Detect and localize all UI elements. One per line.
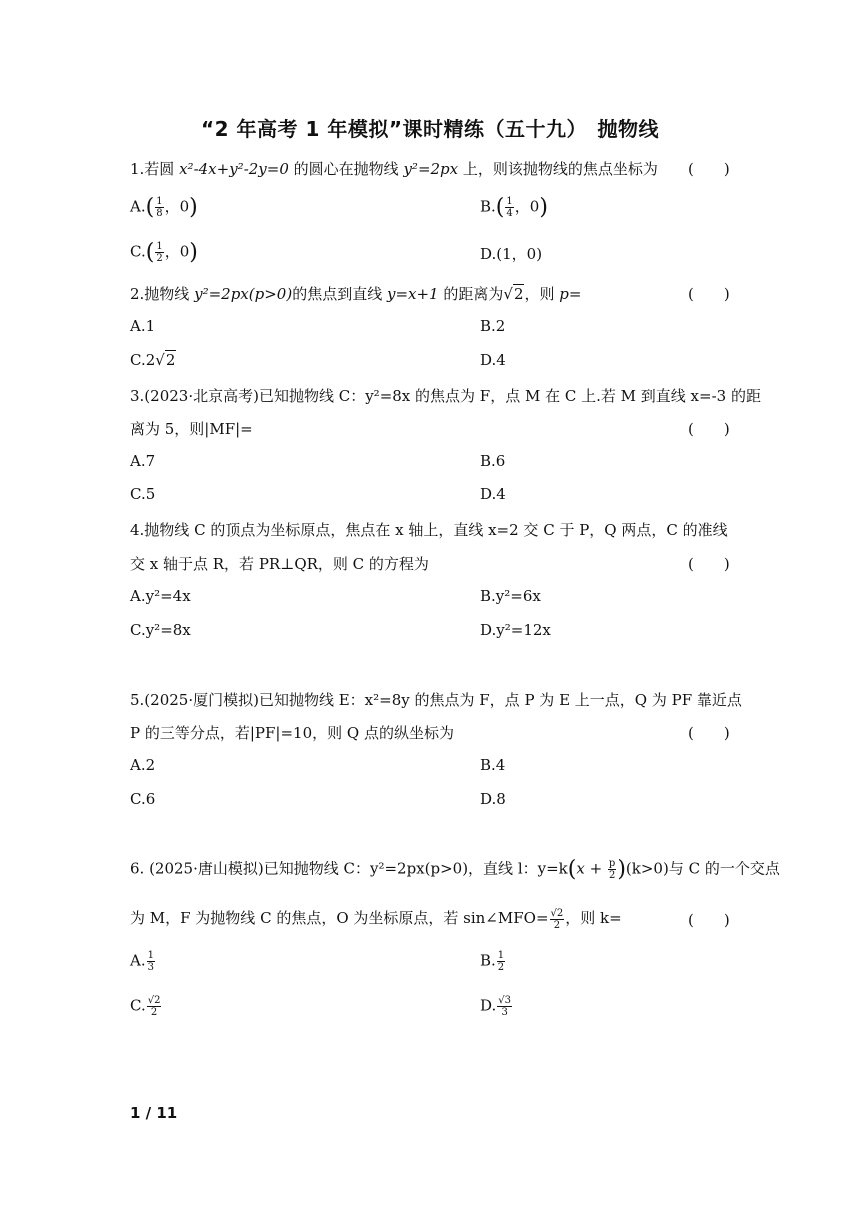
right-paren: ) [189, 240, 198, 265]
numerator: 1 [497, 950, 505, 961]
q2-option-b[interactable]: B.2 [480, 317, 506, 335]
answer-paren-3: ( ) [688, 420, 730, 438]
q2-equals: = [568, 285, 582, 303]
sqrt-symbol: √ [503, 285, 513, 303]
question-6-line-2 [130, 907, 622, 931]
numerator: 1 [147, 950, 154, 961]
q1-option-d[interactable]: D.(1，0) [480, 245, 543, 263]
q6-option-c[interactable] [130, 995, 162, 1018]
right-paren: ) [539, 195, 548, 220]
option-rest: ，0 [164, 197, 190, 216]
q1-option-c[interactable] [130, 240, 198, 265]
answer-paren-6: ( ) [688, 911, 730, 929]
q2-line-equation: y=x+1 [386, 285, 439, 303]
q1-circle-equation: x²-4x+y²-2y=0 [179, 160, 289, 178]
question-5-line-2: P 的三等分点，若|PF|=10，则 Q 点的纵坐标为 [130, 724, 454, 742]
q1-option-a[interactable] [130, 195, 198, 220]
page-title: “2 年高考 1 年模拟”课时精练（五十九） 抛物线 [200, 117, 659, 141]
denominator: 2 [608, 870, 616, 881]
numerator: √3 [498, 995, 511, 1006]
question-2-stem [130, 283, 581, 304]
question-3-line-1: 3.(2023·北京高考)已知抛物线 C：y²=8x 的焦点为 F，点 M 在 C 上.若 M 到直线 x=-3 的距 [130, 387, 761, 405]
q6-option-b[interactable] [480, 950, 506, 973]
q2-text: 2.抛物线 [130, 285, 195, 303]
answer-paren-5: ( ) [688, 724, 730, 742]
numerator: 1 [156, 196, 163, 207]
question-4-line-1: 4.抛物线 C 的顶点为坐标原点，焦点在 x 轴上，直线 x=2 交 C 于 P，Q 两点，C 的准线 [130, 521, 728, 539]
denominator: 2 [553, 919, 561, 931]
q6-text-line2: 为 M，F 为抛物线 C 的焦点，O 为坐标原点，若 sin∠MFO= [130, 909, 549, 927]
q6-inner-expr: x + [576, 859, 607, 878]
q4-option-b[interactable]: B.y²=6x [480, 587, 541, 605]
left-paren: ( [495, 195, 505, 220]
answer-paren-1: ( ) [688, 160, 730, 178]
q3-option-d[interactable]: D.4 [480, 485, 506, 503]
q6-option-d[interactable] [480, 995, 513, 1018]
numerator: √2 [550, 907, 564, 919]
q5-option-d[interactable]: D.8 [480, 790, 506, 808]
q5-option-c[interactable]: C.6 [130, 790, 156, 808]
question-1-stem [130, 158, 658, 179]
denominator: 2 [497, 962, 505, 973]
right-paren: ) [617, 857, 626, 882]
q4-option-c[interactable]: C.y²=8x [130, 621, 191, 639]
q6-text-suffix: (k>0)与 C 的一个交点 [625, 859, 780, 878]
q2-text-mid2: 的距离为 [438, 285, 504, 303]
q1-option-b[interactable] [480, 195, 548, 220]
q2-text-mid: 的焦点到直线 [292, 285, 387, 303]
q3-option-c[interactable]: C.5 [130, 485, 156, 503]
option-rest: ，0 [164, 242, 190, 261]
fraction [550, 908, 565, 931]
denominator: 2 [156, 253, 163, 264]
q3-option-b[interactable]: B.6 [480, 452, 506, 470]
q2-text-suffix: ，则 [524, 285, 560, 303]
question-5-line-1: 5.(2025·厦门模拟)已知抛物线 E：x²=8y 的焦点为 F，点 P 为 E 上一点，Q 为 PF 靠近点 [130, 691, 742, 709]
question-4-line-2: 交 x 轴于点 R，若 PR⊥QR，则 C 的方程为 [130, 555, 429, 573]
q2-variable: p [559, 285, 569, 303]
left-paren: ( [567, 857, 577, 882]
answer-paren-4: ( ) [688, 555, 730, 573]
q6-option-a[interactable] [130, 950, 156, 973]
numerator: 1 [156, 241, 163, 252]
question-3-line-2: 离为 5，则|MF|= [130, 420, 253, 438]
fraction [155, 196, 163, 219]
fraction [147, 995, 162, 1018]
option-label: C. [130, 996, 146, 1015]
option-label: B. [480, 951, 496, 970]
sqrt-value: 2 [513, 285, 524, 303]
option-label: C. [130, 242, 146, 261]
q2-option-a[interactable]: A.1 [130, 317, 156, 335]
q4-option-a[interactable]: A.y²=4x [130, 587, 191, 605]
q4-option-d[interactable]: D.y²=12x [480, 621, 551, 639]
q2-option-d[interactable]: D.4 [480, 351, 506, 369]
numerator: 1 [506, 196, 513, 207]
q1-text: 1.若圆 [130, 160, 180, 178]
fraction [608, 858, 616, 881]
numerator: √2 [147, 995, 161, 1006]
q6-text: 6. (2025·唐山模拟)已知抛物线 C：y²=2px(p>0)，直线 l：y=k [130, 859, 568, 878]
left-paren: ( [145, 195, 155, 220]
fraction [497, 950, 505, 973]
denominator: 3 [147, 962, 154, 973]
q5-option-a[interactable]: A.2 [130, 756, 156, 774]
right-paren: ) [189, 195, 198, 220]
denominator: 8 [156, 208, 163, 219]
left-paren: ( [145, 240, 155, 265]
option-label: A. [130, 951, 146, 970]
option-text: C.2 [130, 351, 156, 369]
q5-option-b[interactable]: B.4 [480, 756, 506, 774]
page-number: 1 / 11 [130, 1104, 178, 1122]
q1-text-mid: 的圆心在抛物线 [288, 160, 404, 178]
option-label: A. [130, 197, 146, 216]
denominator: 4 [506, 208, 513, 219]
q1-parabola-equation: y²=2px [403, 160, 459, 178]
fraction [155, 241, 163, 264]
sqrt-value: 2 [165, 351, 176, 369]
question-6-line-1 [130, 857, 780, 882]
denominator: 3 [501, 1007, 508, 1018]
q3-option-a[interactable]: A.7 [130, 452, 156, 470]
fraction [147, 950, 155, 973]
q2-option-c[interactable] [130, 351, 176, 369]
q2-equation: y²=2px(p>0) [194, 285, 293, 303]
answer-paren-2: ( ) [688, 285, 730, 303]
q1-text-suffix: 上，则该抛物线的焦点坐标为 [458, 160, 658, 178]
q6-text-line2-suffix: ，则 k= [565, 909, 622, 927]
sqrt-symbol: √ [155, 351, 165, 369]
option-label: B. [480, 197, 496, 216]
option-label: D. [480, 996, 497, 1015]
fraction [505, 196, 513, 219]
numerator: p [608, 858, 616, 869]
denominator: 2 [150, 1007, 158, 1018]
option-rest: ，0 [514, 197, 540, 216]
fraction [497, 995, 512, 1018]
